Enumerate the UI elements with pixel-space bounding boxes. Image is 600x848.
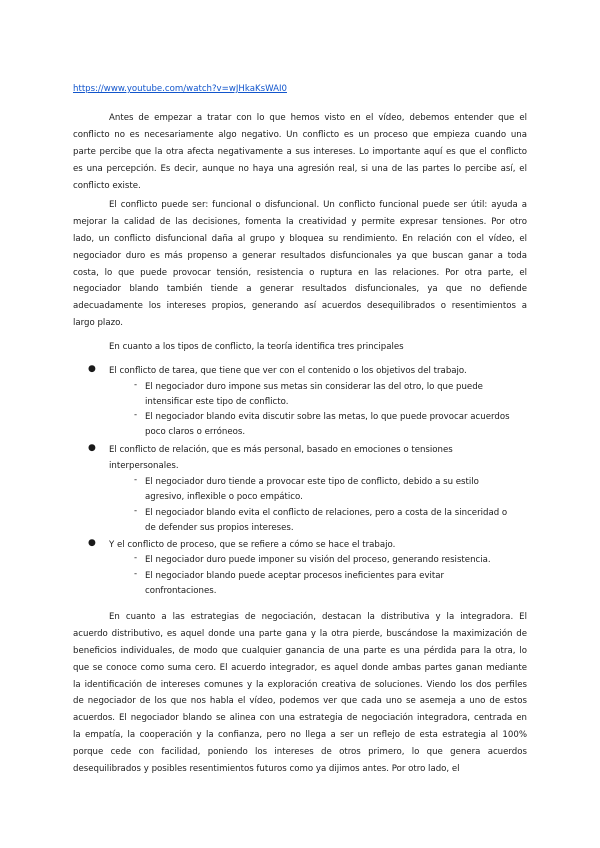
paragraph-line: desequilibrados y posibles resentimientos futuros como ya dijimos antes. Por otro lado, el: [73, 764, 460, 775]
paragraph-line: adecuadamente los intereses propios, generando así acuerdos desequilibrados o resentimientos a: [73, 301, 527, 312]
dash-marker: -: [134, 410, 138, 420]
paragraph-line: lado, un conflicto disfuncional daña al grupo y bloquea su rendimiento. En relación con el vídeo, el: [73, 233, 527, 244]
paragraph-line: de negociador de los que nos habla el vídeo, podemos ver que cada uno se asemeja a uno de estos: [73, 696, 527, 707]
sub-item-text: de defender sus propios intereses.: [145, 523, 294, 533]
paragraph-line: la empatía, la cooperación y la confianza, pero no llega a ser un reflejo de esta estrategia al 100%: [73, 730, 527, 741]
bullet-icon: ●: [88, 364, 96, 374]
paragraph-line: mejorar la calidad de las decisiones, fomenta la creatividad y permite expresar tensiones. Por otro: [73, 216, 527, 227]
sub-item-text: confrontaciones.: [145, 586, 217, 596]
conflict-type-text: El conflicto de tarea, que tiene que ver con el contenido o los objetivos del trabajo.: [109, 366, 467, 376]
paragraph-line: largo plazo.: [73, 318, 123, 329]
paragraph-line: El conflicto puede ser: funcional o disfuncional. Un conflicto funcional puede ser útil: ayuda a: [109, 200, 527, 210]
sub-item-text: poco claros o erróneos.: [145, 427, 246, 437]
paragraph-line: parte percibe que la otra afecta negativamente a sus intereses. Lo importante aquí es que el conflicto: [73, 146, 527, 157]
conflict-type-text: El conflicto de relación, que es más personal, basado en emociones o tensiones: [109, 445, 453, 455]
sub-item-text: El negociador duro puede imponer su visión del proceso, generando resistencia.: [145, 555, 491, 565]
conflict-type-text: Y el conflicto de proceso, que se refiere a cómo se hace el trabajo.: [109, 540, 396, 550]
dash-marker: -: [134, 506, 138, 516]
dash-marker: -: [134, 553, 138, 563]
paragraph-functional-dysfunctional: [73, 197, 527, 332]
paragraph-conflict-definition: [73, 110, 527, 194]
sub-item-text: El negociador blando puede aceptar procesos ineficientes para evitar: [145, 571, 445, 581]
paragraph-line: beneficios individuales, de modo que cualquier ganancia de una parte es una pérdida para la otra, lo: [73, 645, 527, 656]
sub-item-text: El negociador blando evita discutir sobre las metas, lo que puede provocar acuerdos: [145, 412, 510, 422]
sub-item-text: intensificar este tipo de conflicto.: [145, 397, 289, 407]
paragraph-line: costa, lo que puede provocar tensión, resistencia o ruptura en las relaciones. Por otra parte, el: [73, 267, 527, 278]
paragraph-line: es una percepción. Es decir, aunque no haya una agresión real, si una de las partes lo percibe así, el: [73, 163, 527, 174]
sub-item-text: El negociador duro impone sus metas sin considerar las del otro, lo que puede: [145, 382, 483, 392]
conflict-type-text: interpersonales.: [109, 461, 179, 471]
sub-item-text: El negociador blando evita el conflicto de relaciones, pero a costa de la sinceridad o: [145, 508, 508, 518]
paragraph-line: En cuanto a las estrategias de negociación, destacan la distributiva y la integradora. El: [109, 612, 527, 622]
sub-item-text: agresivo, inflexible o poco empático.: [145, 492, 303, 502]
paragraph-line: acuerdo distributivo, es aquel donde una parte gana y la otra pierde, buscándose la maximización de: [73, 628, 527, 639]
dash-marker: -: [134, 475, 138, 485]
youtube-link[interactable]: https://www.youtube.com/watch?v=wJHkaKsWAI0: [73, 84, 287, 94]
paragraph-negotiation-strategies: [73, 609, 527, 778]
paragraph-line: acuerdos. El negociador blando se alinea con una estrategia de negociación integradora, centrada en: [73, 713, 527, 724]
paragraph-line: Antes de empezar a tratar con lo que hemos visto en el vídeo, debemos entender que el: [109, 113, 527, 123]
dash-marker: -: [134, 569, 138, 579]
paragraph-line: porque cede con facilidad, poniendo los intereses de otros primero, lo que genera acuerdos: [73, 747, 527, 758]
bullet-icon: ●: [88, 443, 96, 453]
paragraph-line: conflicto no es necesariamente algo negativo. Un conflicto es un proceso que empieza cuando una: [73, 129, 527, 140]
paragraph-line: negociador blando también tiende a generar resultados disfuncionales, ya que no defiende: [73, 284, 527, 295]
paragraph-line: que se conoce como suma cero. El acuerdo integrador, es aquel donde ambas partes ganan mediante: [73, 662, 527, 673]
sub-item-text: El negociador duro tiende a provocar este tipo de conflicto, debido a su estilo: [145, 477, 479, 487]
types-intro: En cuanto a los tipos de conflicto, la teoría identifica tres principales: [109, 342, 404, 352]
paragraph-line: la identificación de intereses comunes y la exploración creativa de soluciones. Viendo los dos perfiles: [73, 679, 527, 690]
bullet-icon: ●: [88, 538, 96, 548]
paragraph-line: conflicto existe.: [73, 180, 141, 191]
paragraph-line: negociador duro es más propenso a generar resultados disfuncionales ya que buscan ganar a toda: [73, 250, 527, 261]
dash-marker: -: [134, 380, 138, 390]
